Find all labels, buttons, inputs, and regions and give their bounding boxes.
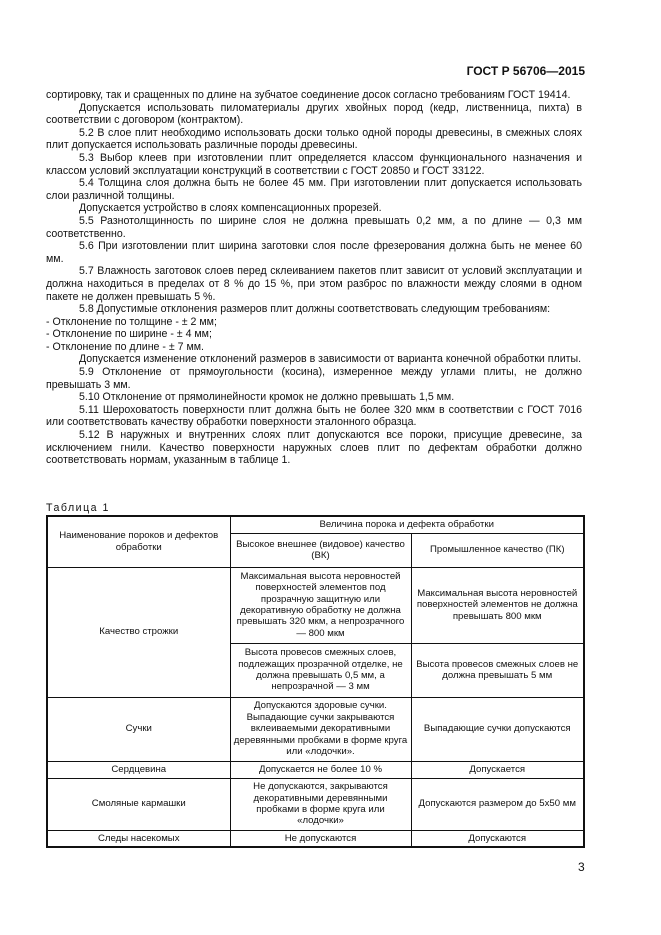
paragraph: 5.9 Отклонение от прямоугольности (косина), измеренное между углами плиты, не должно превышать 3 мм. xyxy=(46,366,582,391)
list-item: - Отклонение по длине - ± 7 мм. xyxy=(46,340,204,353)
table-cell: Максимальная высота неровностей поверхностей элементов под прозрачную защитную или декоративную обработку не должна превышать 320 мкм, а непрозрачного — 800 мкм xyxy=(230,567,411,643)
table-caption: Таблица 1 xyxy=(46,502,110,514)
paragraph: 5.3 Выбор клеев при изготовлении плит определяется классом функционального назначения и классом условий эксплуатации конструкций в соответствии с ГОСТ 20850 и ГОСТ 33122. xyxy=(46,151,582,177)
list-item: - Отклонение по ширине - ± 4 мм; xyxy=(46,328,212,341)
table-cell: Не допускаются xyxy=(230,830,411,847)
table-cell: Допускается xyxy=(411,761,584,778)
paragraph: 5.6 При изготовлении плит ширина заготовки слоя после фрезерования должна быть не менее 60 мм. xyxy=(46,240,582,265)
table-cell: Высота провесов смежных слоев не должна превышать 5 мм xyxy=(411,643,584,697)
paragraph: 5.10 Отклонение от прямолинейности кромок не должно превышать 1,5 мм. xyxy=(79,391,455,404)
paragraph: 5.12 В наружных и внутренних слоях плит допускаются все пороки, присущие древесине, за исключением гнили. Качество поверхности наружных слоев плит по дефектам обработки должно соответствовать нормам, указанным в таблице 1. xyxy=(46,429,582,467)
table-cell: Допускаются размером до 5х50 мм xyxy=(411,778,584,830)
col-header-group: Величина порока и дефекта обработки xyxy=(230,516,584,533)
paragraph: Допускается устройство в слоях компенсационных прорезей. xyxy=(79,202,382,215)
paragraph: сортировку, так и сращенных по длине на зубчатое соединение досок согласно требованиям ГОСТ 19414. xyxy=(46,89,571,101)
paragraph: 5.7 Влажность заготовок слоев перед склеиванием пакетов плит зависит от условий эксплуатации и должна находиться в пределах от 8 % до 15 %, при этом разброс по влажности между слоями в одном пакете не должен превышать 5 %. xyxy=(46,265,582,303)
paragraph: Допускается использовать пиломатериалы других хвойных пород (кедр, лиственница, пихта) в соответствии с договором (контрактом). xyxy=(46,101,582,127)
paragraph: 5.5 Разнотолщинность по ширине слоя не должна превышать 0,2 мм, а по длине — 0,3 мм соответственно. xyxy=(46,214,582,240)
page-number: 3 xyxy=(578,860,585,874)
table-cell: Смоляные кармашки xyxy=(47,778,230,830)
table-cell: Допускается не более 10 % xyxy=(230,761,411,778)
table-row xyxy=(47,830,584,847)
paragraph: 5.11 Шероховатость поверхности плит должна быть не более 320 мкм в соответствии с ГОСТ 7016 или соответствовать качеству обработки поверхности эталонного образца. xyxy=(46,403,582,429)
table-row xyxy=(47,567,584,643)
table-cell: Допускаются здоровые сучки. Выпадающие сучки закрываются вклеиваемыми декоративными деревянными пробками в форме круга или «лодочки». xyxy=(230,697,411,761)
paragraph: Допускается изменение отклонений размеров в зависимости от варианта конечной обработки плиты. xyxy=(79,353,582,366)
body-text xyxy=(46,89,582,467)
table-cell: Качество строжки xyxy=(47,567,230,697)
standard-header: ГОСТ Р 56706—2015 xyxy=(466,64,585,78)
table-cell: Сучки xyxy=(47,697,230,761)
col-header-vk: Высокое внешнее (видовое) качество (ВК) xyxy=(230,533,411,567)
table-row xyxy=(47,697,584,761)
paragraph: 5.2 В слое плит необходимо использовать доски только одной породы древесины, в смежных слоях плит допускается использовать различные породы древесины. xyxy=(46,126,582,152)
table-cell: Допускаются xyxy=(411,830,584,847)
list-item: - Отклонение по толщине - ± 2 мм; xyxy=(46,315,217,328)
paragraph: 5.4 Толщина слоя должна быть не более 45 мм. При изготовлении плит допускается использовать слои различной толщины. xyxy=(46,177,582,202)
defects-table xyxy=(46,515,585,848)
paragraph: 5.8 Допустимые отклонения размеров плит должны соответствовать следующим требованиям: xyxy=(79,303,551,316)
table-cell: Высота провесов смежных слоев, подлежащих прозрачной отделке, не должна превышать 0,5 мм, а непрозрачной — 3 мм xyxy=(230,643,411,697)
table-row xyxy=(47,761,584,778)
table-row xyxy=(47,778,584,830)
col-header-defect-name: Наименование пороков и дефектов обработки xyxy=(47,516,230,567)
table-cell: Максимальная высота неровностей поверхностей элементов не должна превышать 800 мкм xyxy=(411,567,584,643)
table-cell: Следы насекомых xyxy=(47,830,230,847)
table-cell: Сердцевина xyxy=(47,761,230,778)
table-cell: Не допускаются, закрываются декоративными деревянными пробками в форме круга или «лодочки» xyxy=(230,778,411,830)
col-header-pk: Промышленное качество (ПК) xyxy=(411,533,584,567)
table-cell: Выпадающие сучки допускаются xyxy=(411,697,584,761)
